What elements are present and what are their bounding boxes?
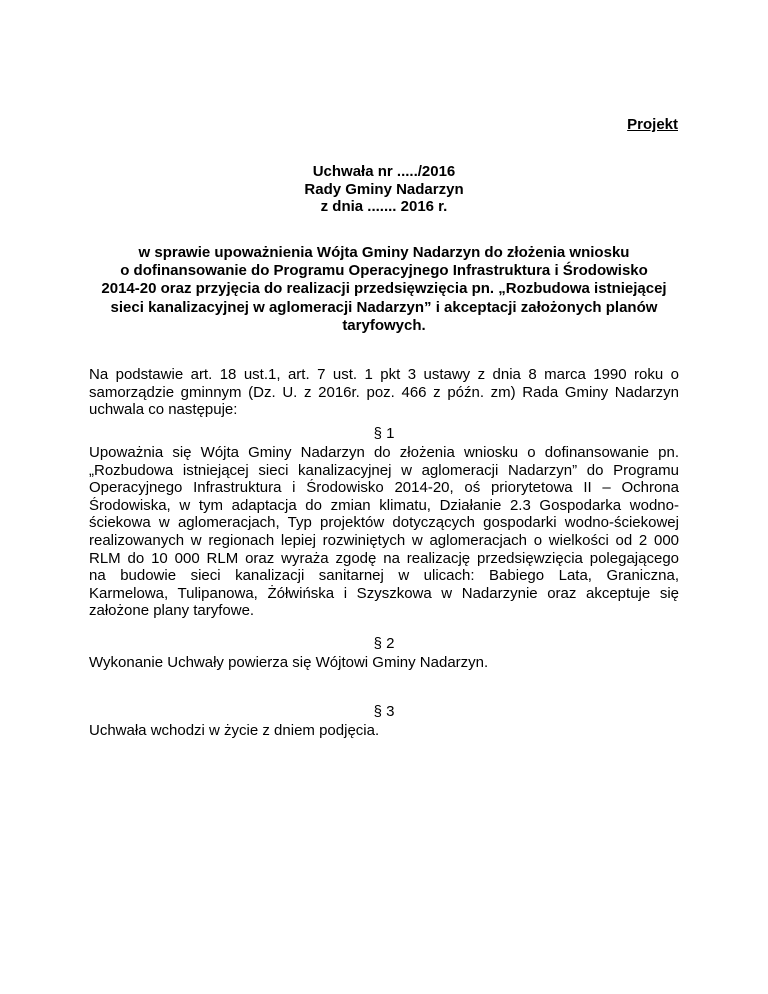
paragraph-line: Uchwała wchodzi w życie z dniem podjęcia. xyxy=(89,722,380,739)
paragraph-line: uchwala co następuje: xyxy=(89,401,238,419)
paragraph-line: na budowie sieci kanalizacji sanitarnej w ulicach: Babiego Lata, Graniczna, xyxy=(89,567,679,585)
paragraph-line: Upoważnia się Wójta Gminy Nadarzyn do złożenia wniosku o dofinansowanie pn. xyxy=(89,444,679,461)
subject-line: w sprawie upoważnienia Wójta Gminy Nadarzyn do złożenia wniosku xyxy=(138,244,630,261)
resolution-subject xyxy=(70,244,698,335)
council-name: Rady Gminy Nadarzyn xyxy=(304,180,464,198)
paragraph-line: Wykonanie Uchwały powierza się Wójtowi Gminy Nadarzyn. xyxy=(89,654,489,671)
resolution-number: Uchwała nr ...../2016 xyxy=(312,163,456,180)
section-1-heading: § 1 xyxy=(373,425,395,442)
subject-line: o dofinansowanie do Programu Operacyjnego Infrastruktura i Środowisko xyxy=(120,262,648,280)
resolution-date: z dnia ....... 2016 r. xyxy=(320,198,448,215)
subject-line: 2014-20 oraz przyjęcia do realizacji przedsięwzięcia pn. „Rozbudowa istniejącej xyxy=(101,280,667,298)
paragraph-line: Operacyjnego Infrastruktura i Środowisko 2014-20, oś priorytetowa II – Ochrona xyxy=(89,479,679,497)
paragraph-line: „Rozbudowa istniejącej sieci kanalizacyjnej w aglomeracji Nadarzyn” do Programu xyxy=(89,461,679,479)
section-2-text xyxy=(89,654,679,672)
paragraph-line: RLM do 10 000 RLM oraz wyraża zgodę na realizację przedsięwzięcia polegającego xyxy=(89,549,679,567)
section-2-heading: § 2 xyxy=(373,635,395,652)
section-3-text xyxy=(89,722,679,740)
projekt-label: Projekt xyxy=(627,116,678,133)
resolution-header xyxy=(0,163,768,216)
paragraph-line: samorządzie gminnym (Dz. U. z 2016r. poz. 466 z późn. zm) Rada Gminy Nadarzyn xyxy=(89,383,679,401)
subject-line: sieci kanalizacyjnej w aglomeracji Nadarzyn” i akceptacji założonych planów xyxy=(110,298,658,316)
legal-basis-paragraph xyxy=(89,366,679,419)
paragraph-line: realizowanych w regionach lepiej rozwiniętych w aglomeracjach o wielkości od 2 000 xyxy=(89,531,679,549)
section-3-heading: § 3 xyxy=(373,703,395,720)
paragraph-line: Środowiska, w tym adaptacja do zmian klimatu, Działanie 2.3 Gospodarka wodno- xyxy=(89,496,679,514)
paragraph-line: Na podstawie art. 18 ust.1, art. 7 ust. 1 pkt 3 ustawy z dnia 8 marca 1990 roku o xyxy=(89,366,679,383)
paragraph-line: Karmelowa, Tulipanowa, Żółwińska i Szyszkowa w Nadarzynie oraz akceptuje się xyxy=(89,584,679,602)
section-1-text xyxy=(89,444,679,620)
subject-line: taryfowych. xyxy=(342,316,426,334)
paragraph-line: założone plany taryfowe. xyxy=(89,602,255,620)
paragraph-line: ściekowa w aglomeracjach, Typ projektów dotyczących gospodarki wodno-ściekowej xyxy=(89,514,679,532)
